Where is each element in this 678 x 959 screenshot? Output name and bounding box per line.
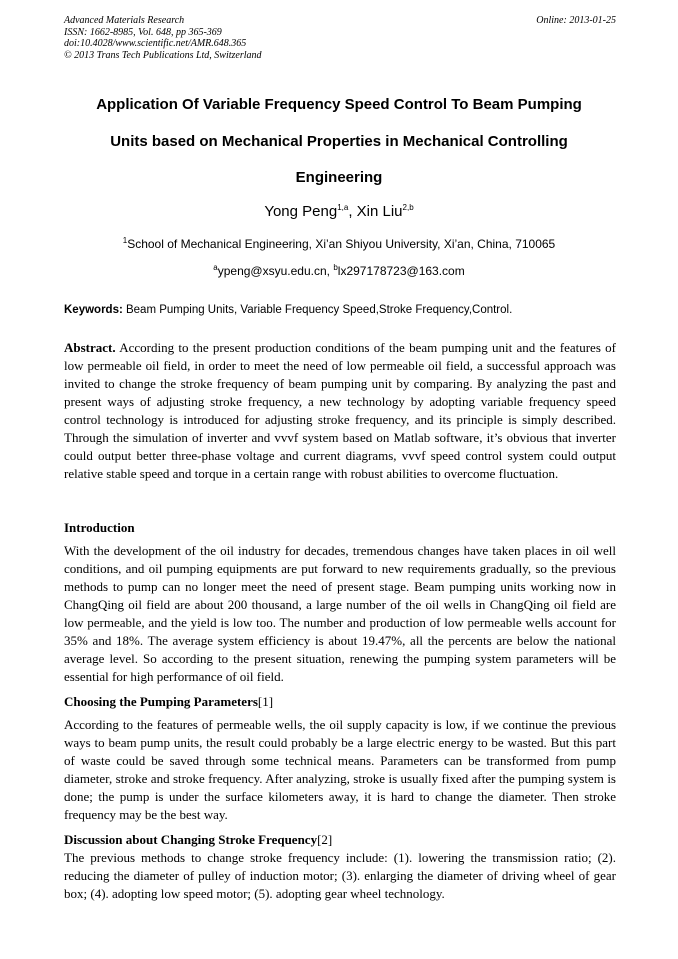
abstract bbox=[64, 339, 616, 483]
choosing-parameters-paragraph: According to the features of permeable wells, the oil supply capacity is low, if we continue the previous ways to beam pump units, the result could probably be a large electric energy to be wasted. But this part of waste could be saved through some technical means. Parameters can be transformed from pump diameter, stroke and stroke frequency. After analyzing, stroke is usually fixed after the pumping system is done; the pump is under the surface kilometers away, it is hard to change the diameter. Then stroke frequency may be the best way. bbox=[64, 717, 616, 822]
title-line-1: Application Of Variable Frequency Speed Control To Beam Pumping bbox=[96, 96, 582, 113]
journal-doi: doi:10.4028/www.scientific.net/AMR.648.365 bbox=[64, 38, 247, 49]
introduction-paragraph: With the development of the oil industry for decades, tremendous changes have taken places in oil well conditions, and oil pumping equipments are put forward to new requirements gradually, so the previous methods to pump can no longer meet the need of present stage. Beam pumping units working now in ChangQing oil field are about 200 thousand, a large number of the oil wells in ChangQing oil field are low permeable, and the yield is low too. The number and production of low permeable wells account for 35% and 18%. The average system efficiency is about 19.47%, all the percents are below the national average level. So according to the present situation, renewing the pumping system parameters will be essential for high performance of oil field. bbox=[64, 543, 616, 684]
online-date: Online: 2013-01-25 bbox=[536, 15, 616, 26]
keywords bbox=[64, 302, 616, 318]
section-heading-changing-stroke-frequency bbox=[64, 831, 616, 849]
email-superscript: b bbox=[333, 263, 338, 272]
author-name: Xin Liu bbox=[356, 203, 403, 220]
citation-ref[interactable]: [2] bbox=[317, 832, 333, 847]
email-link[interactable]: ypeng@xsyu.edu.cn, bbox=[217, 264, 334, 278]
journal-header bbox=[64, 15, 616, 61]
author-name: Yong Peng bbox=[264, 203, 338, 220]
citation-ref[interactable]: [1] bbox=[257, 694, 274, 709]
section-heading-choosing-parameters bbox=[64, 693, 616, 711]
email-superscript: a bbox=[213, 263, 218, 272]
keywords-text: Beam Pumping Units, Variable Frequency Speed,Stroke Frequency,Control. bbox=[122, 304, 513, 316]
paper-title bbox=[40, 87, 638, 197]
affiliation-text: School of Mechanical Engineering, Xi’an Shiyou University, Xi’an, China, 710065 bbox=[127, 237, 556, 251]
section-heading-introduction: Introduction bbox=[64, 520, 135, 535]
journal-copyright: © 2013 Trans Tech Publications Ltd, Switzerland bbox=[64, 49, 262, 61]
affiliation bbox=[0, 236, 678, 252]
heading-text: Discussion about Changing Stroke Frequency bbox=[64, 832, 318, 847]
heading-text: Choosing the Pumping Parameters bbox=[64, 694, 258, 709]
author-emails bbox=[0, 263, 678, 279]
keywords-label: Keywords: bbox=[64, 304, 123, 316]
author-list bbox=[0, 202, 678, 222]
journal-issn: ISSN: 1662-8985, Vol. 648, pp 365-369 bbox=[64, 26, 222, 38]
author-separator: , bbox=[348, 203, 357, 220]
abstract-label: Abstract. bbox=[64, 340, 116, 355]
author-superscript: 1,a bbox=[337, 203, 349, 212]
title-line-3: Engineering bbox=[295, 169, 383, 186]
changing-stroke-frequency-paragraph: The previous methods to change stroke frequency include: (1). lowering the transmission ratio; (2). reducing the diameter of pulley of induction motor; (3). enlarging the diameter of driving wheel of gear box; (4). adopting low speed motor; (5). adopting gear wheel technology. bbox=[64, 850, 616, 901]
title-line-2: Units based on Mechanical Properties in Mechanical Controlling bbox=[110, 132, 568, 150]
affiliation-superscript: 1 bbox=[122, 236, 128, 245]
journal-name: Advanced Materials Research bbox=[64, 15, 185, 26]
author-superscript: 2,b bbox=[402, 203, 414, 212]
abstract-text: According to the present production conditions of the beam pumping unit and the features of low permeable oil field, in order to meet the need of low permeable oil field, a successful approach was invited to change the stroke frequency of beam pumping unit by comparing. By analyzing the past and present ways of adjusting stroke frequency, a new technology by adopting variable frequency speed control technology is introduced for adjusting stroke frequency, and its principle is simply described. Through the simulation of inverter and vvvf system based on Matlab software, it’s obvious that inverter could output better three-phase voltage and current diagrams, vvvf speed control system could output relative stable speed and torque in a certain range with robust abilities to overcome fluctuation. bbox=[64, 340, 616, 481]
email-link[interactable]: lx297178723@163.com bbox=[337, 264, 465, 278]
